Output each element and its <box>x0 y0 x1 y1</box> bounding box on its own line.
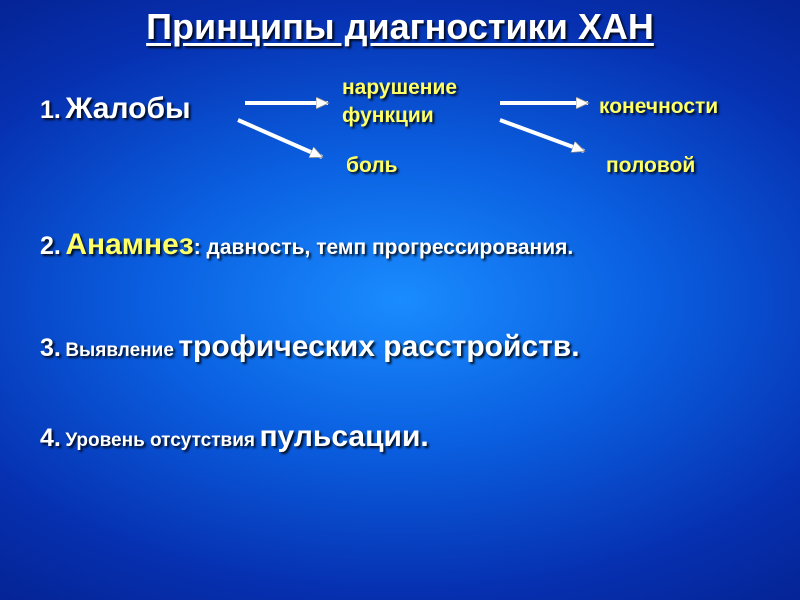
item-pulsation <box>40 420 429 454</box>
branch-sexual: половой <box>606 154 696 177</box>
slide-title: Принципы диагностики ХАН <box>146 6 654 47</box>
item-trophic <box>40 330 580 364</box>
item-label: Анамнез <box>65 228 194 261</box>
item-anamnesis <box>40 228 573 262</box>
item-prefix: Выявление <box>65 340 174 361</box>
item-number: 3. <box>40 334 61 362</box>
item-number: 4. <box>40 424 61 452</box>
item-number: 1. <box>40 96 61 124</box>
item-main: трофических расстройств. <box>178 330 580 363</box>
item-detail: : давность, темп прогрессирования. <box>193 236 574 259</box>
item-prefix: Уровень отсутствия <box>65 430 255 451</box>
item-label: Жалобы <box>65 92 191 125</box>
item-main: пульсации. <box>259 420 429 453</box>
branch-function-disorder: нарушение функции <box>342 76 458 127</box>
item-number: 2. <box>40 232 61 260</box>
branch-limbs: конечности <box>599 95 719 118</box>
branch-pain: боль <box>346 154 398 177</box>
arrow-to-pain <box>238 120 322 157</box>
arrow-to-sexual <box>500 120 584 151</box>
